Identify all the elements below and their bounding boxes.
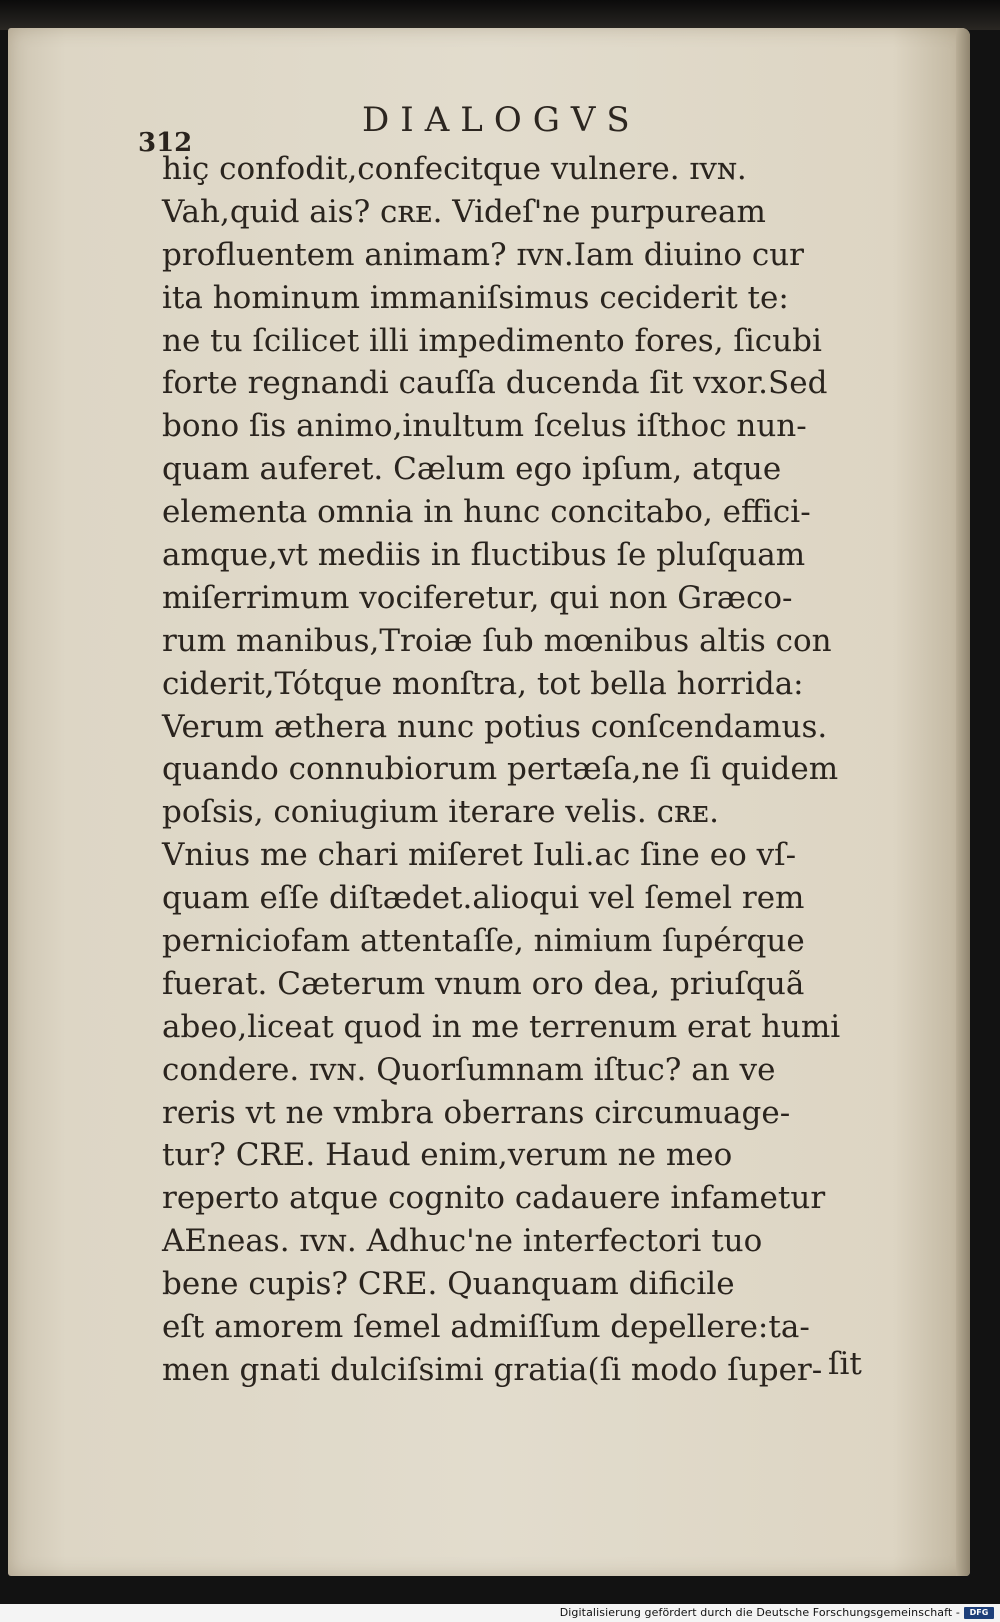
text-line: ita hominum immaniſsimus ceciderit te: [162,279,789,316]
text-line: amque,vt mediis in fluctibus ſe pluſquam [162,537,806,574]
text-line: men gnati dulciſsimi gratia(ſi modo ſuper- [162,1351,823,1388]
catchword: ſit [828,1346,862,1382]
running-head: DIALOGVS [362,100,641,140]
text-line: elementa omnia in hunc concitabo, effici- [162,494,811,531]
text-line: rum manibus,Troiæ ſub mœnibus altis con [162,622,832,659]
text-line: profluentem animam? ɪᴠɴ.Iam diuino cur [162,236,804,273]
text-line: ne tu ſcilicet illi impedimento fores, ſicubi [162,322,822,359]
text-line: quando connubiorum pertæſa,ne ſi quidem [162,751,839,788]
text-line: quam eſſe diſtædet.alioqui vel ſemel rem [162,880,805,917]
text-line: poſsis, coniugium iterare velis. ᴄʀᴇ. [162,794,719,831]
text-line: bono ſis animo,inultum ſcelus iſthoc nun- [162,408,807,445]
scan-top-border [0,0,1000,30]
text-line: Vah,quid ais? ᴄʀᴇ. Videſ'ne purpuream [162,193,766,230]
text-line: forte regnandi cauſſa ducenda ſit vxor.Sed [162,365,828,402]
text-line: bene cupis? CRE. Quanquam dificile [162,1266,735,1303]
text-block [162,148,902,1392]
text-line: ciderit,Tótque monſtra, tot bella horrida: [162,665,804,702]
text-line: abeo,liceat quod in me terrenum erat humi [162,1008,841,1045]
text-line: miſerrimum vociferetur, qui non Græco- [162,579,793,616]
text-line: hiç confodit,confecitque vulnere. ɪᴠɴ. [162,151,747,187]
page-number: 312 [138,128,193,158]
dfg-logo: DFG [964,1607,994,1619]
text-line: quam auferet. Cælum ego ipſum, atque [162,451,782,488]
text-line: Vnius me chari miſeret Iuli.ac ſine eo vſ- [162,837,797,874]
page-edge [956,28,970,1576]
funding-footer [0,1604,1000,1622]
text-line: Verum æthera nunc potius conſcendamus. [162,708,828,745]
text-line: reris vt ne vmbra oberrans circumuage- [162,1094,791,1131]
text-line: perniciofam attentaſſe, nimium ſupérque [162,923,805,960]
text-line: fuerat. Cæterum vnum oro dea, priuſquã [162,965,805,1002]
text-line: condere. ɪᴠɴ. Quorſumnam iſtuc? an ve [162,1051,776,1088]
text-line: reperto atque cognito cadauere infametur [162,1180,826,1217]
text-line: AEneas. ɪᴠɴ. Adhuc'ne interfectori tuo [162,1223,763,1260]
text-line: eſt amorem ſemel admiſſum depellere:ta- [162,1309,810,1346]
text-line: tur? CRE. Haud enim,verum ne meo [162,1137,733,1174]
funding-credit-text: Digitalisierung gefördert durch die Deutsche Forschungsgemeinschaft - [559,1606,960,1619]
